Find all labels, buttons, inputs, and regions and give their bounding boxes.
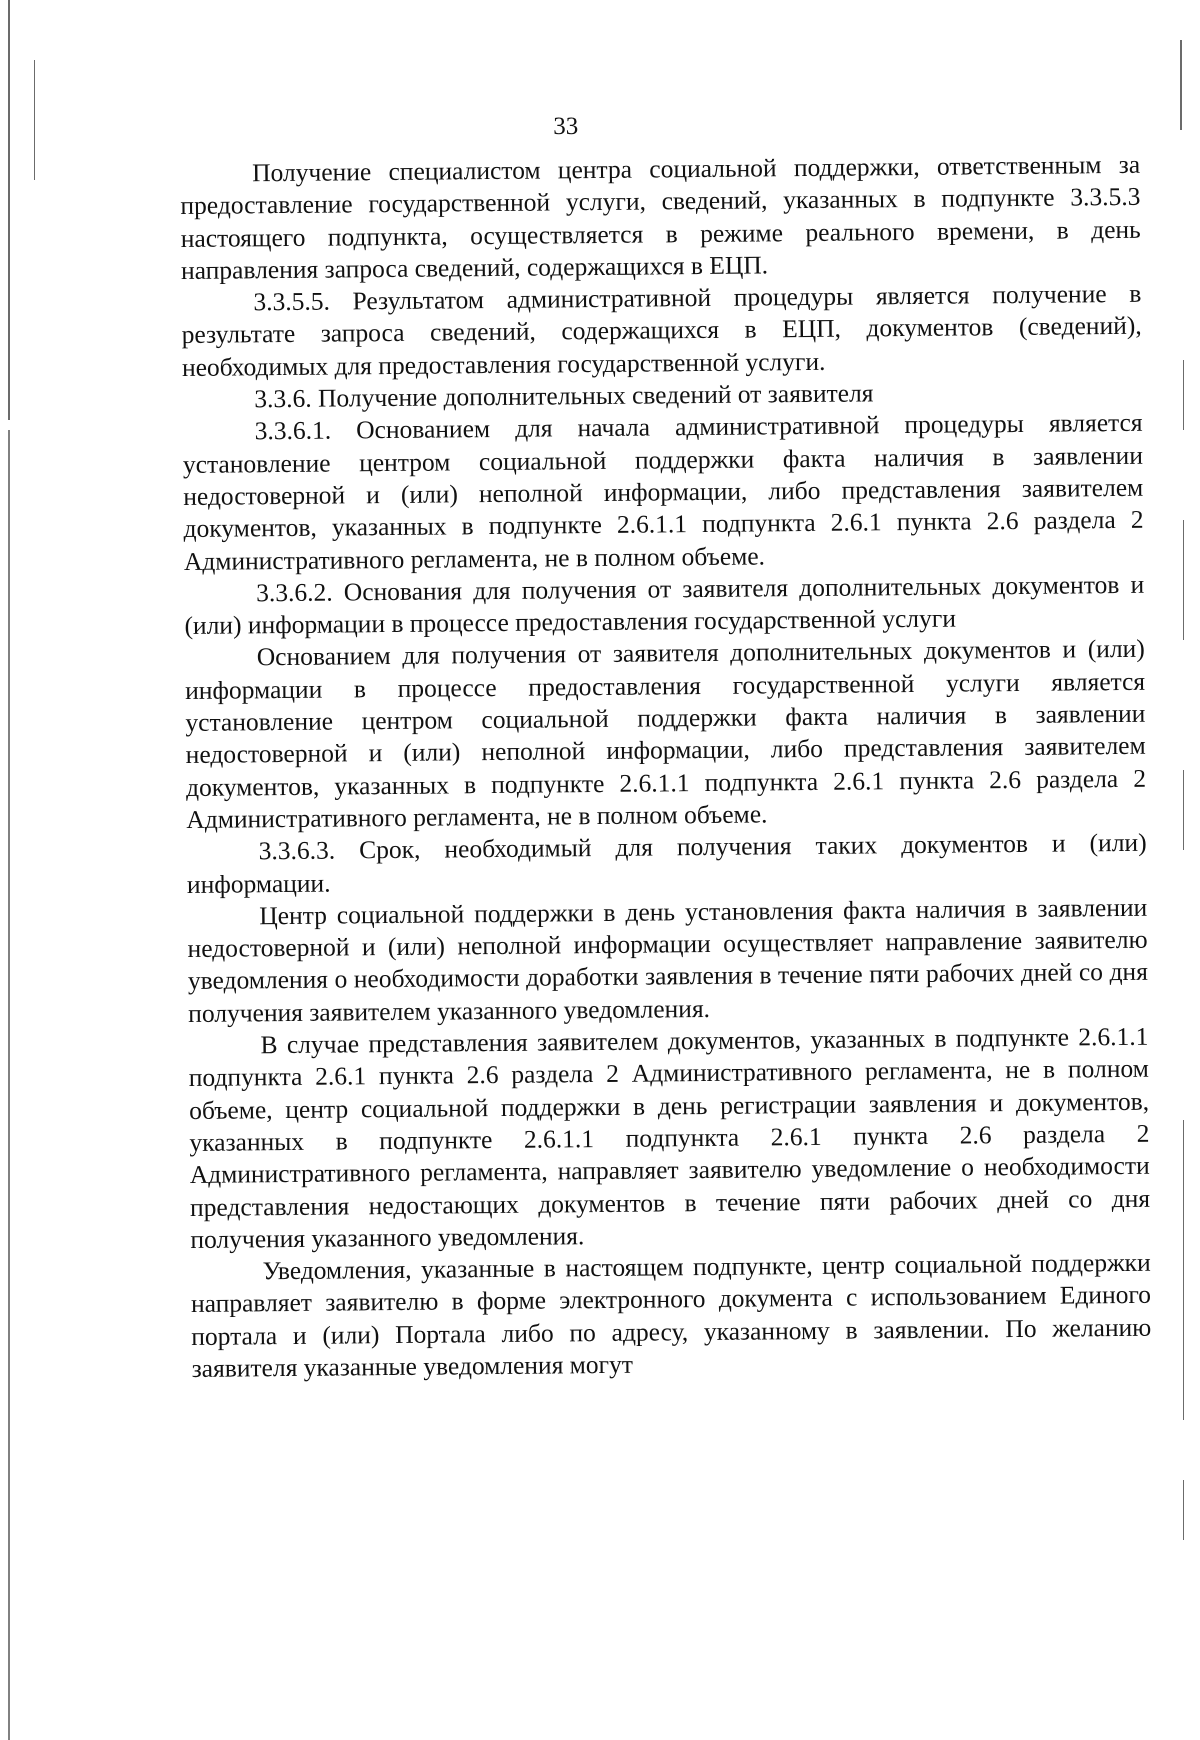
scan-edge-line: [1183, 360, 1184, 430]
paragraph: Основанием для получения от заявителя дополнительных документов и (или) информации в процессе предоставления государственной услуги является установление центром социальной поддержки факта наличия в заявлении недостоверной и (или) неполной информации, либо представления заявителем документов, указанных в подпункте 2.6.1.1 подпункта 2.6.1 пункта 2.6 раздела 2 Административного регламента, не в полном объеме.: [184, 634, 1147, 834]
paragraph: 3.3.5.5. Результатом административной процедуры является получение в результате запроса сведений, содержащихся в ЕЦП, документов (сведений), необходимых для предоставления государственной услуги.: [181, 278, 1142, 382]
page-number-container: [0, 112, 1200, 142]
page-number: 33: [553, 113, 579, 140]
scan-edge-line: [1183, 1480, 1184, 1540]
paragraph: В случае представления заявителем документов, указанных в подпункте 2.6.1.1 подпункта 2.6.1 пункта 2.6 раздела 2 Административного регламента, не в полном объеме, центр социальной поддержки в день регистрации заявления и документов, указанных в подпункте 2.6.1.1 подпункта 2.6.1 пункта 2.6 раздела 2 Административного регламента, направляет заявителю уведомление о необходимости представления недостающих документов в течение пяти рабочих дней со дня получения указанного уведомления.: [188, 1021, 1151, 1254]
scan-edge-line: [8, 0, 10, 420]
section-heading: 3.3.6. Получение дополнительных сведений от заявителя: [254, 378, 874, 414]
paragraph: 3.3.6.3. Срок, необходимый для получения таких документов и (или) информации.: [186, 827, 1147, 899]
paragraph: Уведомления, указанные в настоящем подпункте, центр социальной поддержки направляет заявителю в форме электронного документа с использованием Единого портала и (или) Портала либо по адресу, указанному в заявлении. По желанию заявителя указанные уведомления могут: [190, 1247, 1152, 1383]
paragraph: 3.3.6.1. Основанием для начала административной процедуры является установление центром социальной поддержки факта наличия в заявлении недостоверной и (или) неполной информации, либо представления заявителем документов, указанных в подпункте 2.6.1.1 подпункта 2.6.1 пункта 2.6 раздела 2 Административного регламента, не в полном объеме.: [182, 408, 1144, 576]
scan-edge-line: [1183, 520, 1184, 640]
document-body: [180, 149, 1152, 1385]
paragraph: Центр социальной поддержки в день установления факта наличия в заявлении недостоверной и (или) неполной информации осуществляет направление заявителю уведомления о необходимости доработки заявления в течение пяти рабочих дней со дня получения заявителем указанного уведомления.: [187, 892, 1148, 1028]
scan-edge-line: [1183, 1120, 1184, 1420]
scan-edge-line: [8, 430, 10, 1740]
scan-edge-line: [1183, 770, 1184, 850]
paragraph: Получение специалистом центра социальной поддержки, ответственным за предоставление государственной услуги, сведений, указанных в подпункте 3.3.5.3 настоящего подпункта, осуществляется в режиме реального времени, в день направления запроса сведений, содержащихся в ЕЦП.: [180, 149, 1141, 285]
paragraph: 3.3.6.2. Основания для получения от заявителя дополнительных документов и (или) информации в процессе предоставления государственной услуги: [184, 569, 1145, 641]
